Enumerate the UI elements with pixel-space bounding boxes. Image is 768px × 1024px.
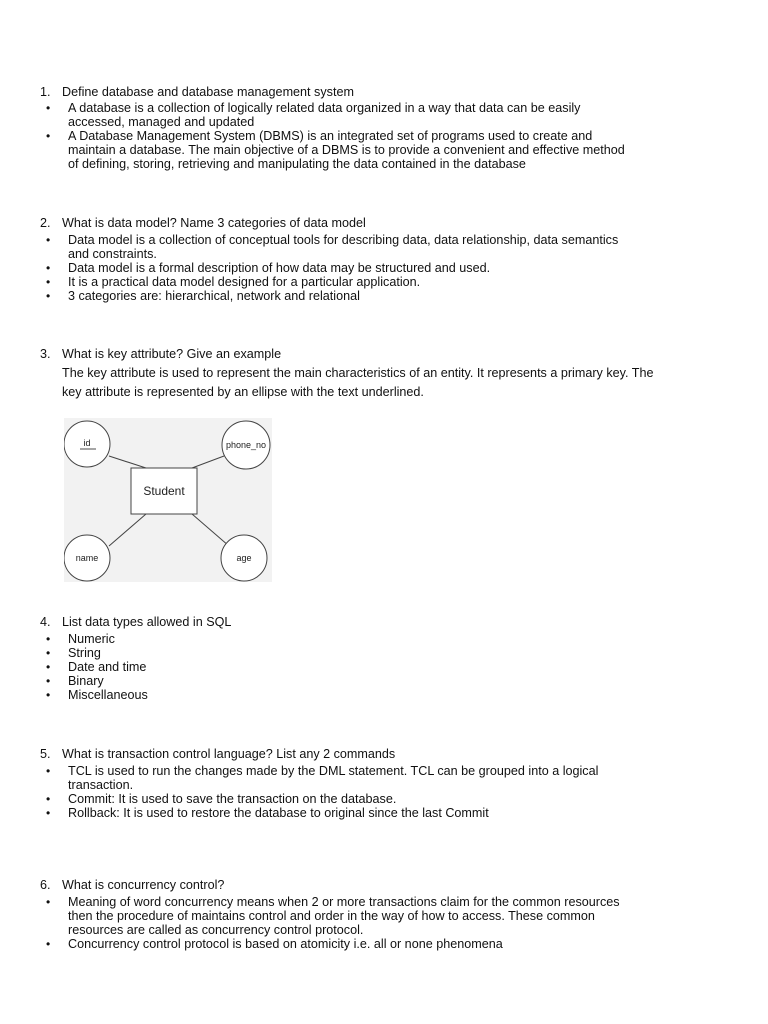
bullet-dot: •: [46, 660, 51, 674]
bullet-text: A Database Management System (DBMS) is an integrated set of programs used to create and maintain a database. The main objective of a DBMS is to provide a convenient and effective method of defining, storing, retrieving and manipulating the data contained in the database: [68, 129, 625, 171]
bullet-list-4: [46, 632, 638, 702]
list-item: [46, 688, 638, 702]
list-item: [46, 289, 638, 303]
question-title: What is key attribute? Give an example: [62, 347, 282, 361]
er-diagram-svg: [64, 418, 272, 582]
bullet-dot: •: [46, 646, 51, 660]
attribute-id-label: id: [83, 438, 91, 448]
list-item: [46, 895, 638, 937]
bullet-text: TCL is used to run the changes made by the DML statement. TCL can be grouped into a logical transaction.: [68, 764, 599, 792]
bullet-dot: •: [46, 674, 51, 688]
list-item: [46, 646, 638, 660]
question-number: 2.: [40, 216, 51, 230]
bullet-list-1: [46, 101, 638, 171]
bullet-text: Numeric: [68, 632, 115, 646]
bullet-text: Date and time: [68, 660, 147, 674]
question-title: Define database and database management system: [62, 85, 354, 99]
bullet-dot: •: [46, 764, 51, 778]
connector-name: [109, 514, 146, 546]
question-number: 6.: [40, 878, 51, 892]
list-item: [46, 101, 638, 129]
connector-age: [192, 514, 229, 546]
bullet-dot: •: [46, 289, 51, 303]
bullet-dot: •: [46, 261, 51, 275]
attribute-age-label: age: [236, 553, 252, 563]
question-title: What is transaction control language? List any 2 commands: [62, 747, 396, 761]
bullet-text: A database is a collection of logically related data organized in a way that data can be easily accessed, managed and updated: [68, 101, 581, 129]
list-item: [46, 674, 638, 688]
bullet-list-6: [46, 895, 638, 951]
bullet-text: String: [68, 646, 101, 660]
list-item: [46, 937, 638, 951]
bullet-dot: •: [46, 101, 51, 115]
bullet-text: Commit: It is used to save the transaction on the database.: [68, 792, 397, 806]
bullet-dot: •: [46, 806, 51, 820]
bullet-dot: •: [46, 233, 51, 247]
list-item: [46, 792, 638, 806]
bullet-text: Meaning of word concurrency means when 2 or more transactions claim for the common resources then the procedure of maintains control and order in the way of how to access. These common resources are called as concurrency control protocol.: [68, 895, 620, 937]
list-item: [46, 129, 638, 171]
question-title: What is data model? Name 3 categories of data model: [62, 216, 366, 230]
attribute-phone-label: phone_no: [225, 440, 267, 450]
bullet-text: Binary: [68, 674, 104, 688]
bullet-list-2: [46, 233, 638, 303]
bullet-text: Data model is a collection of conceptual tools for describing data, data relationship, data semantics and constraints.: [68, 233, 619, 261]
list-item: [46, 275, 638, 289]
bullet-list-5: [46, 764, 638, 820]
bullet-text: 3 categories are: hierarchical, network and relational: [68, 289, 360, 303]
bullet-dot: •: [46, 275, 51, 289]
list-item: [46, 806, 638, 820]
bullet-dot: •: [46, 937, 51, 951]
question-title: What is concurrency control?: [62, 878, 225, 892]
question-number: 4.: [40, 615, 51, 629]
bullet-dot: •: [46, 688, 51, 702]
question-number: 1.: [40, 85, 51, 99]
bullet-text: It is a practical data model designed for a particular application.: [68, 275, 421, 289]
bullet-text: Rollback: It is used to restore the database to original since the last Commit: [68, 806, 489, 820]
answer-paragraph: The key attribute is used to represent the main characteristics of an entity. It represents a primary key. The key attribute is represented by an ellipse with the text underlined.: [62, 366, 654, 399]
list-item: [46, 233, 638, 261]
bullet-text: Concurrency control protocol is based on atomicity i.e. all or none phenomena: [68, 937, 503, 951]
attribute-name-label: name: [75, 553, 99, 563]
bullet-dot: •: [46, 129, 51, 143]
question-number: 5.: [40, 747, 51, 761]
bullet-dot: •: [46, 632, 51, 646]
list-item: [46, 261, 638, 275]
entity-label: Student: [143, 484, 185, 498]
question-title: List data types allowed in SQL: [62, 615, 232, 629]
bullet-text: Miscellaneous: [68, 688, 148, 702]
bullet-dot: •: [46, 792, 51, 806]
list-item: [46, 660, 638, 674]
list-item: [46, 764, 638, 792]
bullet-dot: •: [46, 895, 51, 909]
connector-phone: [192, 456, 224, 468]
connector-id: [109, 456, 146, 468]
bullet-text: Data model is a formal description of how data may be structured and used.: [68, 261, 491, 275]
er-diagram: [64, 418, 272, 582]
list-item: [46, 632, 638, 646]
question-number: 3.: [40, 347, 51, 361]
